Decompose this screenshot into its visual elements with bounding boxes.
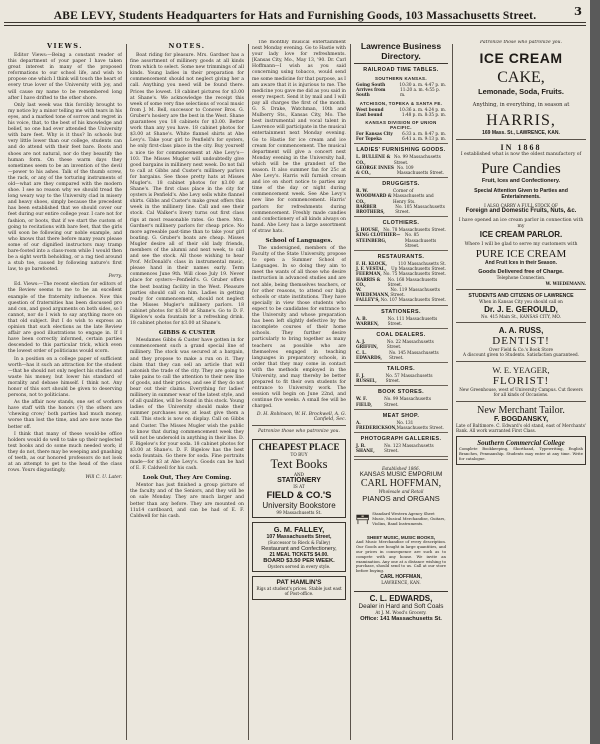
- ad-line: CHEAPEST PLACE: [258, 441, 340, 452]
- ad-line: STATIONERY: [277, 477, 321, 485]
- directory-row: [354, 87, 448, 97]
- ad-line: (Successor to Rieck & Falley): [267, 540, 331, 546]
- directory-entry-name: KING CLOTHIER—STEINBERG,: [356, 232, 401, 243]
- views-column: [8, 40, 122, 736]
- directory-section: [354, 316, 448, 326]
- ad-line: Lemonade, Soda, Fruits.: [478, 87, 564, 97]
- divider: [354, 216, 448, 217]
- ad-line: Standard Western Agency Sheet Music, Musical Merchandise, Guitars, Violins, Band Instruments.: [372, 511, 446, 526]
- notes-subheading: Look Out, They Are Coming.: [142, 475, 232, 482]
- directory-entry-detail: No. 111 Massachusetts Street.: [387, 315, 438, 326]
- directory-entry-detail: 11:20 a. m. 4:55 p. m.: [400, 87, 441, 98]
- divider: [456, 401, 586, 402]
- divider: [456, 289, 586, 290]
- directory-entry-detail: 10:36 a. m. 4:24 p. m.: [399, 106, 446, 112]
- directory-entry-detail: 6:33 a. m. 8:47 p. m.: [402, 131, 446, 137]
- directory-section: [354, 154, 448, 175]
- directory-heading: RAILROAD TIME TABLES.: [363, 67, 439, 73]
- views-heading: VIEWS.: [46, 42, 84, 50]
- directory-row: [354, 316, 448, 326]
- column-three-body: [252, 40, 346, 235]
- ad-line: FLORIST!: [492, 374, 550, 387]
- views-paragraph: In a position on a college paper of sufficient worth—has it such an attraction for the student—that he should not only neglect his studies and waste his money, but lower his standard of morality and debase himself. I think not. Any honor of this sort should be given to deserving persons, not to politicians.: [8, 356, 122, 399]
- directory-row: [354, 396, 448, 406]
- header-rule-2: [4, 25, 586, 26]
- directory-entry-detail: No. 109 Massachusetts Street.: [396, 164, 445, 176]
- ad-line: Office: 141 Massachusetts St.: [360, 615, 442, 622]
- ad-line: SHEET MUSIC, MUSIC BOOKS,: [366, 535, 436, 541]
- directory-entry-detail: No. 22 Massachusetts Street.: [386, 339, 434, 350]
- directory-section: [354, 227, 448, 248]
- header-title: ABE LEVY, Students Headquarters for Hats and Furnishing Goods, 103 Massachusetts Street.: [53, 10, 537, 22]
- timetable: [354, 107, 448, 117]
- directory-entry-detail: No. 78 Massachusetts Street.: [383, 227, 446, 233]
- header-rule: [4, 22, 586, 23]
- ad-line: Complete Bookkeeping, Shorthand, Typewriting, English Branches, Penmanship. Students may enter at any time. Write for catalogue.: [459, 446, 583, 461]
- directory-section: [354, 373, 448, 383]
- directory-entry-name: FALLEY'S,: [356, 297, 380, 303]
- directory-row: [354, 297, 448, 302]
- ad-line: Established 1866.: [381, 465, 421, 471]
- directory-entry-detail: No. 85 Massachusetts Street.: [404, 232, 437, 248]
- directory-heading: STATIONERS.: [381, 308, 421, 315]
- directory-entry-detail: Corner of Massachusetts and Henry Sts.: [392, 188, 434, 204]
- business-directory-column: [354, 40, 448, 736]
- divider: [354, 456, 448, 457]
- ad-line: 99 Massachusetts St.: [276, 509, 322, 515]
- directory-entry-detail: No. 119 Massachusetts Street.: [390, 287, 440, 298]
- directory-entry-name: BARBER BROTHERS,: [356, 203, 385, 215]
- ad-line: 107 Massachusetts Street,: [266, 534, 332, 541]
- directory-entry-name: HARRIS & CO.,: [356, 276, 381, 287]
- patronize-note: Patronize those who patronize you.: [258, 428, 340, 434]
- page-number: 3: [573, 4, 582, 18]
- directory-entry-detail: No. 145 Massachusetts Street.: [389, 349, 439, 360]
- notes-paragraph: Boat riding for pleasure. Mrs. Gardner has a fine assortment of millinery goods at all kinds from which to select. Some new trimmings of all kinds. Young ladies in their preparation for commencement should not neglect giving her a call. Anything you need will be found there. Prices the lowest. 18 cabinet pictures for $3.00 at Shane's. We acknowledge the receipt this week of some very fine selections of vocal music from J. M. Bell, successor to Conover Bros. G. Gruber's hosiery are the best in the West. Shane guarantees you 18 cabinets for $3.00. Better work than any you have. 18 cabinet photos for $3.00 at Shane's. White flannel shirts at Abe Levy's. Take your girl to Penfield's for oysters, he only first-class place in the city. Buy yourself a nice tie for commencement at Abe Levy's—103. The Misses Mugler will undoubtedly give good bargains in millinery next week. Do not fail to call at Gibbs and Custer's millinery parlors for bargains. See those pretty hats at Misses Mugler's. 18 cabinet photos for $3.00 at Shane's. The first class place in the city for oysters is Penfield's. Abe Levy sells white flannel shirts. Gibbs and Custer's make great offers this week in the millinery line. Call and see their stock. Cal Walker's livery turns out first class rigs at most reasonable rates. Go there. Mrs. Gardner's millinery parlors for cheap price. No more agreeable past-time than to take your girl boating. G. Gruber's boats are cheap. Misses Mugler desire all of their old lady friends, members of the alumni and next week, to call and see the stock. All those wishing to hear Prof. McDonald's class in instrumental music, please hand in their names early. Term commences June 9th. Will close July 19. Never place for oysters—Penfield's. G. Gruber offers the best boating facility in the West. Pleasure parties should call on him. Ladies in getting ready for commencement, should not neglect the Misses Mugler's millinery parlors. 18 cabinet photos for $3.00 at Shane's. Go to D. F. Bigelow's soda fountain for a refreshing drink. 18 cabinet photos for $3.00 at Shane's.: [130, 53, 244, 327]
- directory-row: [354, 339, 448, 349]
- ad-line: CARL HOFFMAN,: [360, 477, 442, 489]
- column-three: [252, 40, 346, 736]
- directory-entry-name: J. B. SHANE,: [356, 443, 375, 454]
- directory-row: [354, 112, 448, 117]
- ad-line: 21 MEAL TICKETS $4.00.: [269, 551, 329, 558]
- signature: Will C. U. Later.: [85, 475, 122, 481]
- directory-entry-name: J. HOUSE,: [356, 227, 380, 233]
- directory-heading: RESTAURANTS.: [377, 254, 425, 261]
- directory-row: [354, 136, 448, 141]
- directory-section: [354, 188, 448, 214]
- ad-line: Text Books: [270, 457, 328, 472]
- ad-line: W. E. YEAGER,: [492, 364, 550, 375]
- ad-line: Over Field & Co.'s Book Store: [489, 346, 553, 352]
- directory-row: [354, 443, 448, 453]
- directory-entry-name: A. J. GRIFFIN,: [356, 339, 378, 350]
- directory-section: [354, 420, 448, 430]
- directory-row: [354, 287, 448, 297]
- ad-line: 169 Mass. St., LAWRENCE, KAN.: [482, 129, 560, 136]
- ad-line: Wholesale and Retail: [378, 488, 424, 494]
- school-body: [252, 246, 346, 411]
- directory-section: [354, 339, 448, 360]
- school-heading: School of Languages.: [265, 238, 333, 244]
- directory-row: [354, 165, 448, 175]
- directory-heading: CLOTHIERS.: [382, 220, 420, 227]
- divider: [354, 459, 448, 460]
- ad-line: Late of Baltimore. C. Edward's old stand, east of Merchants' Bank. All work warranted First Class.: [456, 422, 586, 433]
- ad-line: Fruit, Ices and Confectionery.: [481, 177, 561, 184]
- ad-line: I established what is now the oldest manufactory of: [460, 151, 582, 157]
- directory-entry-name: W. F. FIELD,: [356, 396, 373, 407]
- directory-title: Lawrence Business Directory.: [354, 40, 448, 64]
- ad-line: DENTIST!: [492, 334, 550, 347]
- directory-entry-name: For Topeka: [356, 136, 382, 142]
- ad-line: I ALSO CARRY A FULL STOCK OF: [484, 202, 558, 208]
- divider: [354, 250, 448, 251]
- ad-line: G. M. FALLEY,: [273, 525, 325, 535]
- directory-heading: DRUGGISTS.: [382, 181, 420, 188]
- directory-entry-detail: No. 105 Massachusetts Street.: [395, 203, 445, 215]
- directory-entry-name: For Kansas City: [356, 131, 393, 137]
- directory-entry-name: F. J. RUSSEL,: [356, 372, 377, 384]
- directory-entry-name: A. FREDERICKSON,: [356, 419, 397, 430]
- notes-body: [130, 53, 244, 327]
- ad-line: Southern Commercial College: [477, 439, 565, 448]
- ad-line: Where I will be glad to serve my customers with: [464, 242, 578, 248]
- ad-line: AND: [293, 472, 305, 478]
- ad-line: Dealer in Hard and Soft Coals: [358, 603, 444, 611]
- directory-subheading: KANSAS DIVISION OF UNION PACIFIC.: [365, 120, 437, 131]
- patronize-note: Patronize those who patronize you.: [480, 40, 562, 45]
- ad-line: Foreign and Domestic Fruits, Nuts, &c.: [465, 208, 577, 214]
- directory-section: [354, 261, 448, 303]
- notes-subheading: GIBBS & CUSTER: [158, 330, 216, 337]
- divider: [456, 139, 586, 140]
- ad-line: I have opened an ice cream parlor in connection with my: [458, 218, 584, 230]
- directory-heading: PHOTOGRAPH GALLERIES.: [360, 436, 442, 443]
- ad-line: Telephone Connection.: [496, 275, 546, 281]
- notes-body-3: [130, 483, 244, 520]
- hoffman-ad: [354, 464, 448, 588]
- directory-entry-detail: 10:30 a. m. 4:47 p. m.: [399, 82, 446, 87]
- divider: [354, 362, 448, 363]
- directory-entry-detail: 1:48 p. m. 8:35 p. m.: [401, 111, 446, 117]
- ad-line: PIANOS and ORGANS: [362, 494, 440, 504]
- directory-row: [354, 154, 448, 164]
- ad-line: PAT HAMLIN'S: [276, 579, 322, 587]
- directory-entry-detail: No. 99 Massachusetts Street.: [384, 396, 431, 407]
- directory-row: [354, 420, 448, 430]
- school-paragraph: The undersigned, members of the Faculty of the State University, propose to open a Summer School of Languages. In so doing they aim to meet the wants of all those who desire instruction in advanced studies and are not able, being themselves teachers, or for other reasons, to attend our high schools or state institutions. They have specially in view those students who expect to be candidates for entrance to the University and whose preparation has been left slightly defective by the incomplete courses of their home schools. They further desire particularly to bring together as many teachers as possible who are themselves engaged in teaching languages in preparatory schools, in order that they may come in contact with the methods employed in the University, and may thereby be better prepared to fit their own students for entrance to University work. The session will begin on June 22nd, and continue five weeks. A small fee will be charged.: [252, 246, 346, 410]
- directory-section: [354, 443, 448, 453]
- directory-entry-detail: No. 131 Massachusetts Street.: [396, 419, 444, 430]
- directory-entry-detail: No. 57 Massachusetts Street.: [385, 372, 433, 384]
- directory-entry-detail: Up Massachusetts Street.: [391, 266, 446, 272]
- column-rule: [248, 44, 249, 740]
- notes-paragraph: Mesdames Gibbs & Custer have gotten in for commencement such a grand special line of millinery. The stock was secured at a bargain, and they propose to make a run on it. They claim that they can sell an article that will astonish the trade of the city. They are going to take pains to call the attention to their new line of goods, and their prices, and see if they do not bear out their claims. Everything for ladies' millinery in summer wear of the latest style, and of all qualities, will be found in this stock. Young ladies of the University should make their summer purchases now, at least give them a call. This stock is now on display. Call on Gibbs and Custer. The Misses Mugler wish the public to know that during commencement week they will not be undersold in anything in their line. D. F. Bigelow's for your soda. 18 cabinet photos for $3.00 at Shane's. D. F. Bigelow has the best soda fountain. Go there for soda. Fine portraits made—for $3 at Abe Levy's. Goods can be had of E. F. Caldwell for his cash.: [130, 338, 244, 472]
- divider: [354, 305, 448, 306]
- directory-row: [354, 277, 448, 287]
- views-body: [8, 53, 122, 273]
- directory-row: [354, 373, 448, 383]
- ad-line: And Music Merchandise of every description. Our Goods are bought in large quantities, and our prices in consequence are such as to compete with any house. We invite an examination. Any one at a distance wishing to purchase, should send to us. Call at our store before buying.: [356, 539, 446, 574]
- ad-line: Dr. J. E. GEROULD,: [484, 304, 558, 314]
- ad-line: F. BOGDANSKY,: [493, 415, 549, 423]
- divider: [354, 328, 448, 329]
- ad-line: When in Kansas City you should call on: [479, 299, 563, 305]
- piano-icon: [356, 505, 369, 533]
- ad-line: University Bookstore: [262, 500, 336, 510]
- falley-ad: [252, 522, 346, 572]
- column-rule: [126, 44, 127, 740]
- ad-line: CAKE,: [497, 69, 545, 87]
- divider: [456, 361, 586, 362]
- divider: [354, 177, 448, 178]
- scan-edge: [590, 0, 600, 744]
- directory-subheading: ATCHISON, TOPEKA & SANTA FE.: [359, 100, 443, 106]
- directory-section: [354, 396, 448, 406]
- ad-line: IN 1868: [500, 142, 542, 152]
- directory-heading: TAILORS.: [387, 365, 415, 372]
- page-header: [0, 4, 590, 20]
- ad-line: ICE CREAM PARLOR.: [479, 230, 563, 240]
- directory-entry-name: GEORGE INNES & CO.,: [356, 164, 394, 176]
- hamlin-ad: [252, 576, 346, 600]
- ad-line: FIELD & CO.'S: [266, 489, 332, 501]
- directory-entry-name: L. BULLENE & CO.,: [356, 154, 391, 165]
- views-paragraph: Editor Views:—Being a constant reader of this department of your paper I have taken great interest in many of the proposed reformations to our school life, and wish to propose one which I think will touch the heart of every true lover of the University with joy, and will cause my name to be remembered long after I have drifted to the other shore.: [8, 53, 122, 101]
- ad-line: No. 415 Main St., KANSAS CITY, MO.: [481, 313, 561, 319]
- directory-entry-name: FEERMAN,: [356, 271, 382, 277]
- directory-entry-name: W. WIEDEMANN,: [356, 287, 390, 298]
- directory-entry-name: Arrives from South: [356, 87, 386, 98]
- views-paragraph: I think that many of these would-be office holders would do well to take up their neglected text books and do some much needed work; if they do not, there may be weeping and gnashing of teeth, as our honored professors do not look at an attempt to get to the head of the class rows. Yours disgustingly,: [8, 431, 122, 474]
- ad-line: A. A. RUSS,: [498, 325, 544, 335]
- bookstore-ad: [252, 439, 346, 519]
- ad-line: CARL HOFFMAN,: [380, 573, 422, 580]
- edwards-ad: [354, 591, 448, 623]
- ad-line: BOARD $3.50 PER WEEK.: [263, 557, 335, 564]
- views-paragraph: Only last week was this forcibly brought to my notice by a minor telling me with tears in his eyes, and a marked tone of sorrow and regret in his voice, that, to the best of his knowledge and belief, no one had ever attended the University with bare feet. Why is it thus? In schools but very little lower than our college, students can and do attend with their feet bare. Boots and shoes are not natural, nor do they beautify the human form. On these warm days they sometimes seem to be an invention of the devil—power to his ashes. Talk of the thumb screw, the rack, or any of the torturing instruments of old—what are they compared with the modern shoe. I see no reason why we should tread the long weary way to the University clad in misery and heavy shoes, simply because the precedent has been established that we should cover our feet during our entire college year. I care not for fashion, or boots, that if we start the custom of going to recitations with bare feet, that the girls will soon be following our noble example, and who knows that there before many years please some of our dignified instructors may tramp bare-footed into a class-room while I would then be a sight worth beholding, or a rag tied around a stub toe, caused by following nature's first law, to go barefooted.: [8, 102, 122, 273]
- ad-line: PURE ICE CREAM: [475, 248, 567, 261]
- directory-subheading: SOUTHERN KANSAS.: [374, 76, 428, 81]
- directory-row: [354, 350, 448, 360]
- directory-heading: MEAT SHOP.: [382, 412, 420, 419]
- divider: [354, 385, 448, 386]
- ad-line: New Merchant Tailor.: [477, 404, 565, 416]
- directory-entry-detail: No. 107 Massachusetts Street.: [380, 297, 446, 303]
- ad-line: Restaurant and Confectionery,: [261, 545, 337, 552]
- column-rule: [452, 44, 453, 740]
- ad-line: Special Attention Given to Parties and Entertainments.: [474, 187, 568, 200]
- ad-line: And Fruit Ices in their Season.: [485, 260, 557, 267]
- directory-entry-detail: No. 123 Massachusetts Street.: [384, 443, 434, 454]
- directory-entry-name: A. B. WARREN,: [356, 315, 379, 326]
- directory-heading: LADIES' FURNISHING GOODS.: [356, 147, 446, 154]
- directory-entry-name: J. F. VESTAL,: [356, 266, 387, 272]
- notes-paragraph: Mentor has just finished a group picture of the faculty and of the Seniors, and they will be on sale Monday. They are much larger and better than any before. They are mounted on 11x14 cardboard, and can be had of E. F. Caldwell for his cash.: [130, 483, 244, 519]
- divider: [354, 432, 448, 433]
- divider: [354, 409, 448, 410]
- college-ad: [456, 436, 586, 464]
- directory-sections: [354, 147, 448, 456]
- ad-line: STUDENTS AND CITIZENS OF LAWRENCE: [468, 293, 574, 300]
- directory-row: [354, 188, 448, 204]
- notes-body-2: [130, 338, 244, 472]
- ad-line: W. WIEDEMANN.: [545, 280, 586, 286]
- ad-row: [356, 505, 446, 533]
- directory-entry-name: R. W. WOODWARD & CO.,: [356, 188, 392, 204]
- notes-heading: NOTES.: [168, 42, 206, 50]
- directory-entry-name: East bound: [356, 111, 383, 117]
- directory-entry-name: Going South: [356, 82, 386, 87]
- timetable: [354, 82, 448, 98]
- divider: [354, 143, 448, 144]
- divider: [252, 425, 346, 426]
- directory-entry-name: West bound: [356, 106, 384, 112]
- divider: [456, 322, 586, 323]
- timetable: [354, 131, 448, 141]
- directory-entry-detail: 6:41 a. m. 9:13 p. m.: [402, 136, 446, 142]
- ad-line: New Greenhouse, west of University Campus. Cut flowers for all kinds of Occasions.: [459, 386, 583, 398]
- signature: Perry.: [108, 274, 122, 280]
- ad-line: Pure Candies: [481, 160, 561, 177]
- directory-row: [354, 204, 448, 214]
- advertisements-column: [456, 40, 586, 736]
- ad-line: LAWRENCE, KAN.: [381, 579, 421, 585]
- ad-line: HARRIS,: [486, 111, 556, 129]
- directory-row: [354, 232, 448, 248]
- directory-entry-detail: No. 168 Massachusetts Street.: [387, 276, 438, 287]
- directory-entry-name: C. L. EDWARDS,: [356, 349, 382, 360]
- ad-line: IS AT: [293, 484, 305, 490]
- ad-line: A discount given to Students. Satisfaction guaranteed.: [462, 352, 580, 358]
- column-rule: [350, 44, 351, 740]
- ad-line: Goods Delivered free of Charge.: [478, 269, 564, 276]
- directory-entry-detail: 110 Massachusetts St.: [398, 261, 446, 267]
- views-paragraph: Ed. Views:—The recent election for editors of the Review seems to me to be an excellent example of the fraternity influence. Now this question of fraternities has been discussed pro and con, and good arguments on both sides, so I cannot, nor do I wish to say anything more on that old subject. But I do wish to express an opinion that such elections as the late Review affair are good illustrations to engage in. If I have been correctly informed, certain parties descended to this particular trick, which even the lowest order of politicians would scorn.: [8, 282, 122, 355]
- ad-line: TO BUY: [290, 451, 308, 457]
- ad-line: Rigs at student's prices. Stable just east of Post-office.: [256, 586, 342, 597]
- views-paragraph: As the affair now stands, one set of workers have staff with the honors (?) the others are 'chewing crow;' both parties had much money, worse than lost the time, and are now none the better off.: [8, 400, 122, 430]
- directory-entry-detail: No. 99 Massachusetts Street.: [393, 154, 441, 165]
- ad-line: C. L. EDWARDS,: [369, 594, 433, 604]
- directory-entry-detail: No. 75 Massachusetts Street.: [383, 271, 446, 277]
- views-body-2: [8, 282, 122, 474]
- ad-line: Oysters served in every style.: [267, 563, 331, 569]
- ad-line: Anything, in everything, in season at: [472, 102, 570, 109]
- notes-column: [130, 40, 244, 736]
- school-signature: D. H. Robinson, W. H. Brockwell, A. G. Canfield, Sec.: [256, 411, 346, 422]
- ad-line: KANSAS MUSIC EMPORIUM: [359, 470, 443, 478]
- directory-entry-name: F. H. KLOCK,: [356, 261, 388, 267]
- directory-heading: COAL DEALERS.: [376, 332, 426, 339]
- directory-heading: BOOK STORES.: [377, 389, 425, 396]
- ad-line: At J. M. Wood's Grocery.: [375, 610, 427, 616]
- ad-line: ICE CREAM: [479, 50, 563, 67]
- notes-paragraph: The monthly musical entertainment next Monday evening. Go to Hastie with your lady love for refreshments. [Kansas City, Mo., May 13, '90. Dr. Carl Hoffmann—I wish as you said concerning using tobacco, would send me some medicine for that purpose, as I am aware that it is injurious to me. The medicine you gave me did as you said in every respect. Send it by mail and I will pay all charges the first of the month. G. S. Drake, Watchman, 10th and Mulberry Sts., Kansas City, Mo. The best instrumental and vocal talent in Lawrence will participate in the musical entertainment next Monday evening. Go to Hastie for ice cream and ice cream for commencement. The musical department will give a concert next Monday evening in the University hall, which will be the grandest of the season. It also summer fan for 25c at Abe Levy's. Harris will furnish cream and ice on short notice to parties any time of the day or night during commencement week. See Abe Levy's new line for commencement. Harris' parlors for refreshments during commencement. Freshly made candies and confectionery of all kinds always on hand. Abe Levy has a large assortment of straw hats.: [252, 40, 346, 234]
